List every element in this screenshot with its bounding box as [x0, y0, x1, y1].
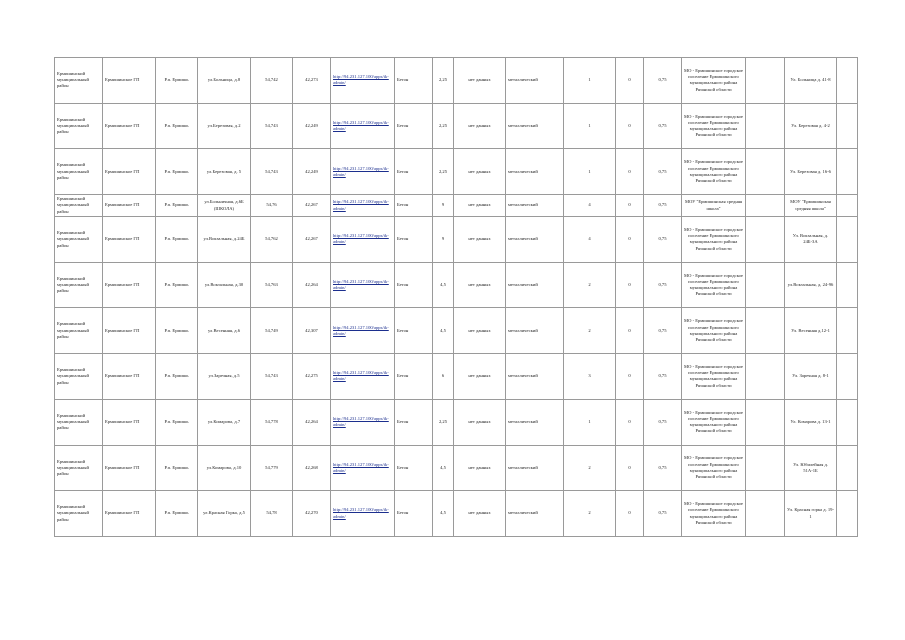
- cell-base: нет данных: [454, 262, 506, 308]
- cell-head: Ермишинское ГП: [103, 354, 156, 400]
- cell-volume: 0,75: [644, 262, 682, 308]
- cell-fence: металлический: [506, 149, 564, 195]
- cell-settlement: Р.п. Ермишь: [156, 308, 198, 354]
- cell-lat: 54,743: [251, 354, 293, 400]
- cell-site[interactable]: http://94.231.127.100/apps/tk-admin/: [331, 217, 395, 263]
- cell-empty2: [837, 149, 858, 195]
- cell-volume: 0,75: [644, 491, 682, 537]
- cell-district: Ермишинский муниципальный район: [55, 195, 103, 217]
- cell-surface: Бетон: [395, 195, 433, 217]
- cell-lon: 42,249: [293, 103, 331, 149]
- cell-fence: металлический: [506, 195, 564, 217]
- table-row: [55, 149, 858, 195]
- cell-site[interactable]: http://94.231.127.100/apps/tk-admin/: [331, 399, 395, 445]
- table-row: [55, 217, 858, 263]
- cell-address: ул.Березовая, д. 5: [198, 149, 251, 195]
- cell-volume: 0,75: [644, 308, 682, 354]
- cell-lon: 42,249: [293, 149, 331, 195]
- cell-surface: Бетон: [395, 58, 433, 104]
- cell-empty1: [746, 58, 785, 104]
- cell-settlement: Р.п. Ермишь: [156, 217, 198, 263]
- table-row: [55, 491, 858, 537]
- cell-owner: МО - Ермишинское городское поселение Ермишинского муниципального района Рязанской области: [682, 308, 746, 354]
- cell-surface: Бетон: [395, 445, 433, 491]
- cell-served: Ул. Березовая д. 4-2: [785, 103, 837, 149]
- cell-head: Ермишинское ГП: [103, 445, 156, 491]
- cell-base: нет данных: [454, 217, 506, 263]
- cell-served: Ул. Вокзальная, д. 24Б-3А: [785, 217, 837, 263]
- cell-surface: Бетон: [395, 354, 433, 400]
- table-row: [55, 195, 858, 217]
- cell-containers: 1: [564, 58, 616, 104]
- cell-district: Ермишинский муниципальный район: [55, 149, 103, 195]
- cell-empty2: [837, 491, 858, 537]
- cell-settlement: Р.п. Ермишь: [156, 58, 198, 104]
- cell-settlement: Р.п. Ермишь: [156, 491, 198, 537]
- cell-empty1: [746, 149, 785, 195]
- cell-base: нет данных: [454, 354, 506, 400]
- cell-fence: металлический: [506, 308, 564, 354]
- cell-address: ул.Больница, д.8: [198, 58, 251, 104]
- cell-settlement: Р.п. Ермишь: [156, 445, 198, 491]
- cell-covered: 0: [616, 58, 644, 104]
- cell-head: Ермишинское ГП: [103, 262, 156, 308]
- cell-lon: 42,264: [293, 399, 331, 445]
- cell-area: 4,5: [433, 445, 454, 491]
- cell-lat: 54,749: [251, 308, 293, 354]
- cell-volume: 0,75: [644, 149, 682, 195]
- cell-containers: 2: [564, 262, 616, 308]
- spreadsheet-page: [54, 57, 857, 537]
- cell-head: Ермишинское ГП: [103, 217, 156, 263]
- cell-lat: 54,743: [251, 149, 293, 195]
- cell-address: ул.Березовая, д.2: [198, 103, 251, 149]
- cell-site[interactable]: http://94.231.127.100/apps/tk-admin/: [331, 195, 395, 217]
- cell-lat: 54,743: [251, 103, 293, 149]
- cell-containers: 4: [564, 195, 616, 217]
- cell-address: ул.Вокзальная, д.24Б: [198, 217, 251, 263]
- cell-area: 9: [433, 195, 454, 217]
- cell-head: Ермишинское ГП: [103, 399, 156, 445]
- cell-head: Ермишинское ГП: [103, 103, 156, 149]
- cell-surface: Бетон: [395, 308, 433, 354]
- cell-settlement: Р.п. Ермишь: [156, 399, 198, 445]
- cell-empty1: [746, 491, 785, 537]
- cell-served: Ул. Юбилейная д. 51А-1Б: [785, 445, 837, 491]
- cell-fence: металлический: [506, 399, 564, 445]
- cell-district: Ермишинский муниципальный район: [55, 445, 103, 491]
- cell-containers: 2: [564, 308, 616, 354]
- cell-address: ул.Весенняя, д.6: [198, 308, 251, 354]
- cell-empty2: [837, 262, 858, 308]
- table-row: [55, 58, 858, 104]
- table-row: [55, 354, 858, 400]
- cell-head: Ермишинское ГП: [103, 149, 156, 195]
- cell-area: 2,25: [433, 58, 454, 104]
- cell-lon: 42,267: [293, 217, 331, 263]
- cell-settlement: Р.п. Ермишь: [156, 262, 198, 308]
- cell-served: ул.Вокзальная, д. 24-96: [785, 262, 837, 308]
- cell-empty1: [746, 354, 785, 400]
- cell-lat: 54,742: [251, 58, 293, 104]
- cell-surface: Бетон: [395, 149, 433, 195]
- cell-served: Ул. Больница д. 41-8: [785, 58, 837, 104]
- cell-empty2: [837, 308, 858, 354]
- cell-lat: 54,76: [251, 195, 293, 217]
- cell-containers: 4: [564, 217, 616, 263]
- cell-district: Ермишинский муниципальный район: [55, 262, 103, 308]
- cell-head: Ермишинское ГП: [103, 195, 156, 217]
- cell-volume: 0,75: [644, 445, 682, 491]
- cell-owner: МО - Ермишинское городское поселение Ермишинского муниципального района Рязанской области: [682, 149, 746, 195]
- cell-empty2: [837, 58, 858, 104]
- table-row: [55, 262, 858, 308]
- cell-area: 2,25: [433, 149, 454, 195]
- cell-fence: металлический: [506, 262, 564, 308]
- cell-volume: 0,75: [644, 58, 682, 104]
- cell-empty2: [837, 217, 858, 263]
- cell-site[interactable]: http://94.231.127.100/apps/tk-admin/: [331, 445, 395, 491]
- cell-district: Ермишинский муниципальный район: [55, 399, 103, 445]
- cell-site[interactable]: http://94.231.127.100/apps/tk-admin/: [331, 262, 395, 308]
- cell-owner: МО - Ермишинское городское поселение Ермишинского муниципального района Рязанской области: [682, 445, 746, 491]
- cell-served: Ул. Комарова д. 13-1: [785, 399, 837, 445]
- cell-district: Ермишинский муниципальный район: [55, 491, 103, 537]
- cell-owner: МО - Ермишинское городское поселение Ермишинского муниципального района Рязанской области: [682, 399, 746, 445]
- waste-sites-table: [54, 57, 858, 537]
- cell-containers: 2: [564, 445, 616, 491]
- cell-empty1: [746, 217, 785, 263]
- cell-served: Ул. Заречная д. 8-1: [785, 354, 837, 400]
- cell-covered: 0: [616, 195, 644, 217]
- cell-fence: металлический: [506, 354, 564, 400]
- cell-settlement: Р.п. Ермишь: [156, 149, 198, 195]
- cell-head: Ермишинское ГП: [103, 58, 156, 104]
- cell-area: 4,5: [433, 491, 454, 537]
- cell-lon: 42,268: [293, 445, 331, 491]
- cell-fence: металлический: [506, 58, 564, 104]
- cell-covered: 0: [616, 399, 644, 445]
- cell-empty2: [837, 399, 858, 445]
- cell-owner: МО - Ермишинское городское поселение Ермишинского муниципального района Рязанской области: [682, 103, 746, 149]
- cell-base: нет данных: [454, 491, 506, 537]
- cell-covered: 0: [616, 354, 644, 400]
- cell-empty1: [746, 195, 785, 217]
- cell-owner: МО - Ермишинское городское поселение Ермишинского муниципального района Рязанской области: [682, 491, 746, 537]
- cell-address: ул.Комарова, д.10: [198, 445, 251, 491]
- cell-served: МОУ "Ермишинская средняя школа": [785, 195, 837, 217]
- cell-surface: Бетон: [395, 399, 433, 445]
- cell-lat: 54,78: [251, 491, 293, 537]
- cell-lon: 42,273: [293, 58, 331, 104]
- cell-covered: 0: [616, 103, 644, 149]
- cell-lat: 54,779: [251, 445, 293, 491]
- cell-fence: металлический: [506, 445, 564, 491]
- cell-lon: 42,275: [293, 354, 331, 400]
- cell-empty2: [837, 103, 858, 149]
- table-row: [55, 399, 858, 445]
- cell-lon: 42,307: [293, 308, 331, 354]
- cell-base: нет данных: [454, 103, 506, 149]
- cell-base: нет данных: [454, 58, 506, 104]
- cell-empty2: [837, 354, 858, 400]
- cell-surface: Бетон: [395, 262, 433, 308]
- cell-site[interactable]: http://94.231.127.100/apps/tk-admin/: [331, 58, 395, 104]
- cell-district: Ермишинский муниципальный район: [55, 308, 103, 354]
- cell-owner: МО - Ермишинское городское поселение Ермишинского муниципального района Рязанской области: [682, 354, 746, 400]
- cell-address: ул.Заречная, д.5: [198, 354, 251, 400]
- cell-district: Ермишинский муниципальный район: [55, 103, 103, 149]
- cell-lat: 54,763: [251, 262, 293, 308]
- cell-served: Ул. Весенняя д.12-1: [785, 308, 837, 354]
- cell-fence: металлический: [506, 491, 564, 537]
- cell-base: нет данных: [454, 399, 506, 445]
- cell-covered: 0: [616, 217, 644, 263]
- cell-address: ул.Больничная, д.6Б (ШКОЛА): [198, 195, 251, 217]
- cell-served: Ул. Красная горка д. 19-1: [785, 491, 837, 537]
- cell-covered: 0: [616, 491, 644, 537]
- cell-empty1: [746, 103, 785, 149]
- cell-empty1: [746, 308, 785, 354]
- cell-site[interactable]: http://94.231.127.100/apps/tk-admin/: [331, 354, 395, 400]
- cell-covered: 0: [616, 445, 644, 491]
- cell-lon: 42,264: [293, 262, 331, 308]
- table-row: [55, 103, 858, 149]
- cell-containers: 1: [564, 149, 616, 195]
- cell-base: нет данных: [454, 308, 506, 354]
- cell-lat: 54,778: [251, 399, 293, 445]
- cell-area: 4,5: [433, 262, 454, 308]
- cell-lon: 42,270: [293, 491, 331, 537]
- cell-site[interactable]: http://94.231.127.100/apps/tk-admin/: [331, 149, 395, 195]
- cell-lat: 54,762: [251, 217, 293, 263]
- cell-head: Ермишинское ГП: [103, 308, 156, 354]
- cell-district: Ермишинский муниципальный район: [55, 217, 103, 263]
- cell-owner: МО - Ермишинское городское поселение Ермишинского муниципального района Рязанской области: [682, 58, 746, 104]
- cell-empty1: [746, 399, 785, 445]
- cell-address: ул.Красная Горка, д.5: [198, 491, 251, 537]
- cell-address: ул.Комарова, д.7: [198, 399, 251, 445]
- cell-surface: Бетон: [395, 491, 433, 537]
- cell-district: Ермишинский муниципальный район: [55, 354, 103, 400]
- cell-site[interactable]: http://94.231.127.100/apps/tk-admin/: [331, 308, 395, 354]
- cell-containers: 2: [564, 491, 616, 537]
- cell-volume: 0,75: [644, 103, 682, 149]
- cell-owner: МО - Ермишинское городское поселение Ермишинского муниципального района Рязанской области: [682, 217, 746, 263]
- cell-site[interactable]: http://94.231.127.100/apps/tk-admin/: [331, 491, 395, 537]
- table-row: [55, 308, 858, 354]
- cell-base: нет данных: [454, 149, 506, 195]
- cell-head: Ермишинское ГП: [103, 491, 156, 537]
- cell-district: Ермишинский муниципальный район: [55, 58, 103, 104]
- cell-base: нет данных: [454, 445, 506, 491]
- cell-area: 2,25: [433, 103, 454, 149]
- cell-area: 6: [433, 354, 454, 400]
- cell-volume: 0,75: [644, 195, 682, 217]
- cell-volume: 0,75: [644, 217, 682, 263]
- cell-surface: Бетон: [395, 217, 433, 263]
- cell-fence: металлический: [506, 217, 564, 263]
- cell-covered: 0: [616, 262, 644, 308]
- cell-empty2: [837, 195, 858, 217]
- cell-settlement: Р.п. Ермишь: [156, 195, 198, 217]
- cell-site[interactable]: http://94.231.127.100/apps/tk-admin/: [331, 103, 395, 149]
- cell-address: ул.Вокзальная, д.30: [198, 262, 251, 308]
- cell-containers: 3: [564, 354, 616, 400]
- cell-containers: 1: [564, 399, 616, 445]
- cell-empty2: [837, 445, 858, 491]
- cell-owner: МО - Ермишинское городское поселение Ермишинского муниципального района Рязанской области: [682, 262, 746, 308]
- cell-owner: МОУ "Ермишинская средняя школа": [682, 195, 746, 217]
- cell-fence: металлический: [506, 103, 564, 149]
- cell-empty1: [746, 445, 785, 491]
- table-row: [55, 445, 858, 491]
- cell-area: 2,25: [433, 399, 454, 445]
- cell-area: 4,5: [433, 308, 454, 354]
- cell-surface: Бетон: [395, 103, 433, 149]
- cell-covered: 0: [616, 149, 644, 195]
- cell-lon: 42,267: [293, 195, 331, 217]
- cell-base: нет данных: [454, 195, 506, 217]
- cell-volume: 0,75: [644, 399, 682, 445]
- cell-served: Ул. Березовая д. 16-6: [785, 149, 837, 195]
- cell-volume: 0,75: [644, 354, 682, 400]
- cell-containers: 1: [564, 103, 616, 149]
- cell-settlement: Р.п. Ермишь: [156, 103, 198, 149]
- cell-settlement: Р.п. Ермишь: [156, 354, 198, 400]
- cell-area: 9: [433, 217, 454, 263]
- cell-empty1: [746, 262, 785, 308]
- cell-covered: 0: [616, 308, 644, 354]
